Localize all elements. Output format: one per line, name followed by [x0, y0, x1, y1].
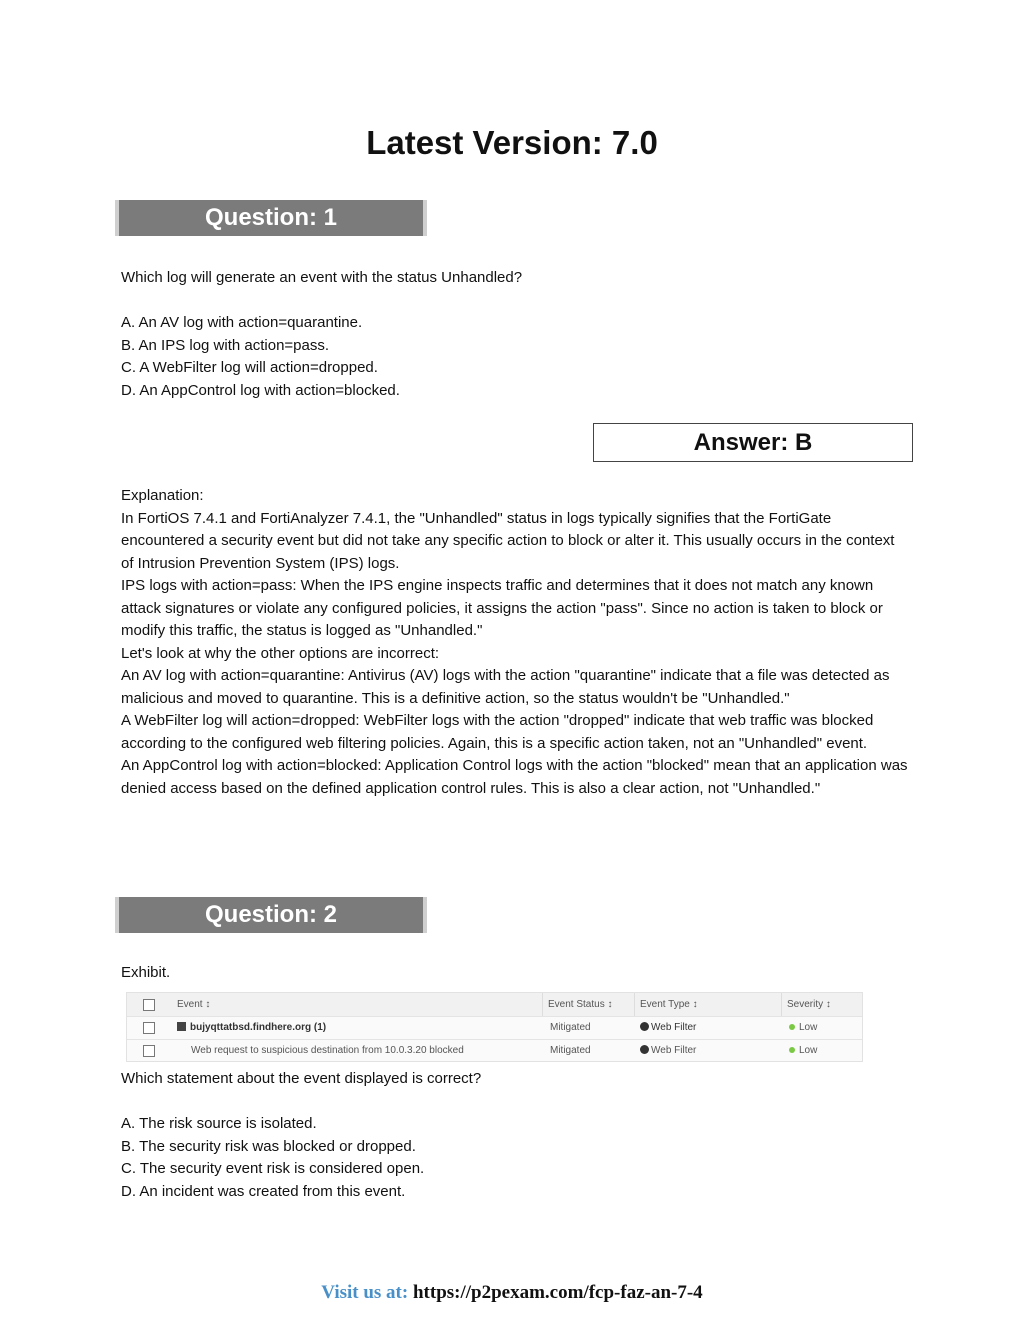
event-type-cell [640, 1016, 696, 1039]
severity-label: Low [799, 1022, 818, 1033]
event-type-cell [640, 1039, 696, 1062]
question-2-options [121, 1113, 911, 1203]
table-row[interactable] [127, 1039, 862, 1062]
severity-label: Low [799, 1045, 818, 1056]
question-1-options [121, 312, 911, 402]
table-header-row [127, 993, 862, 1017]
event-group-cell[interactable] [177, 1016, 326, 1039]
column-header-event-type[interactable]: Event Type ↕ [640, 999, 698, 1010]
option-b: B. The security risk was blocked or dropped. [121, 1137, 416, 1155]
collapse-icon[interactable] [177, 1022, 186, 1031]
option-a: A. An AV log with action=quarantine. [121, 314, 363, 331]
column-divider [781, 993, 782, 1016]
event-status-cell: Mitigated [550, 1045, 591, 1056]
column-header-event[interactable]: Event ↕ [177, 999, 211, 1010]
question-1-text: Which log will generate an event with the status Unhandled? [121, 269, 523, 286]
exhibit-label: Exhibit. [121, 964, 171, 981]
explanation-paragraph: In FortiOS 7.4.1 and FortiAnalyzer 7.4.1, the "Unhandled" status in logs typically signifies that the FortiGate encountered a security event but did not take any specific action to block or alter it. This usually occurs in the context of Intrusion Prevention System (IPS) logs. [121, 509, 895, 572]
select-all-checkbox[interactable] [143, 999, 155, 1011]
explanation [121, 485, 911, 800]
option-a: A. The risk source is isolated. [121, 1115, 317, 1132]
exhibit-table [126, 992, 863, 1062]
severity-dot-icon [789, 1024, 795, 1030]
question-2-header: Question: 2 [115, 897, 427, 933]
footer-visit-label: Visit us at: [321, 1282, 409, 1303]
explanation-paragraph: An AppControl log with action=blocked: Application Control logs with the action "blocked" mean that an application was denied access based on the defined application control rules. This is also a clear action, not "Unhandled." [121, 757, 908, 797]
web-filter-icon [640, 1022, 649, 1031]
event-type-label: Web Filter [651, 1022, 697, 1033]
option-d: D. An incident was created from this event. [121, 1182, 406, 1200]
option-d: D. An AppControl log with action=blocked. [121, 381, 400, 399]
column-divider [542, 993, 543, 1016]
explanation-paragraph: Let's look at why the other options are incorrect: [121, 644, 440, 662]
column-header-event-status[interactable]: Event Status ↕ [548, 999, 613, 1010]
explanation-paragraph: IPS logs with action=pass: When the IPS engine inspects traffic and determines that it does not match any known attack signatures or violate any configured policies, it assigns the action "pass". Since no action is taken to block or modify this traffic, the status is logged as "Unhandled." [121, 577, 883, 639]
event-status-cell: Mitigated [550, 1022, 591, 1033]
explanation-paragraph: An AV log with action=quarantine: Antivirus (AV) logs with the action "quarantine" indicate that a file was detected as malicious and moved to quarantine. This is a definitive action, so the status wouldn't be "Unhandled." [121, 667, 890, 707]
event-name: Web request to suspicious destination from 10.0.3.20 blocked [191, 1045, 464, 1056]
answer-box: Answer: B [593, 423, 913, 462]
footer-url-link[interactable]: https://p2pexam.com/fcp-faz-an-7-4 [412, 1282, 703, 1303]
page-title: Latest Version: 7.0 [366, 124, 658, 161]
event-type-label: Web Filter [651, 1045, 697, 1056]
footer [0, 1282, 1024, 1304]
column-divider [634, 993, 635, 1016]
web-filter-icon [640, 1045, 649, 1054]
explanation-heading: Explanation: [121, 487, 204, 504]
column-header-severity[interactable]: Severity ↕ [787, 999, 831, 1010]
event-name: bujyqttatbsd.findhere.org (1) [190, 1022, 327, 1033]
severity-cell [789, 1016, 817, 1039]
row-checkbox[interactable] [143, 1045, 155, 1057]
option-c: C. The security event risk is considered open. [121, 1160, 425, 1177]
question-1-header: Question: 1 [115, 200, 427, 236]
severity-cell [789, 1039, 817, 1062]
row-checkbox[interactable] [143, 1022, 155, 1034]
option-b: B. An IPS log with action=pass. [121, 336, 330, 354]
severity-dot-icon [789, 1047, 795, 1053]
option-c: C. A WebFilter log will action=dropped. [121, 359, 378, 376]
table-row[interactable] [127, 1016, 862, 1040]
question-2-text: Which statement about the event displayed is correct? [121, 1070, 482, 1087]
explanation-paragraph: A WebFilter log will action=dropped: WebFilter logs with the action "dropped" indicate that web traffic was blocked according to the configured web filtering policies. Again, this is a specific action taken, not an "Unhandled" event. [121, 712, 874, 752]
